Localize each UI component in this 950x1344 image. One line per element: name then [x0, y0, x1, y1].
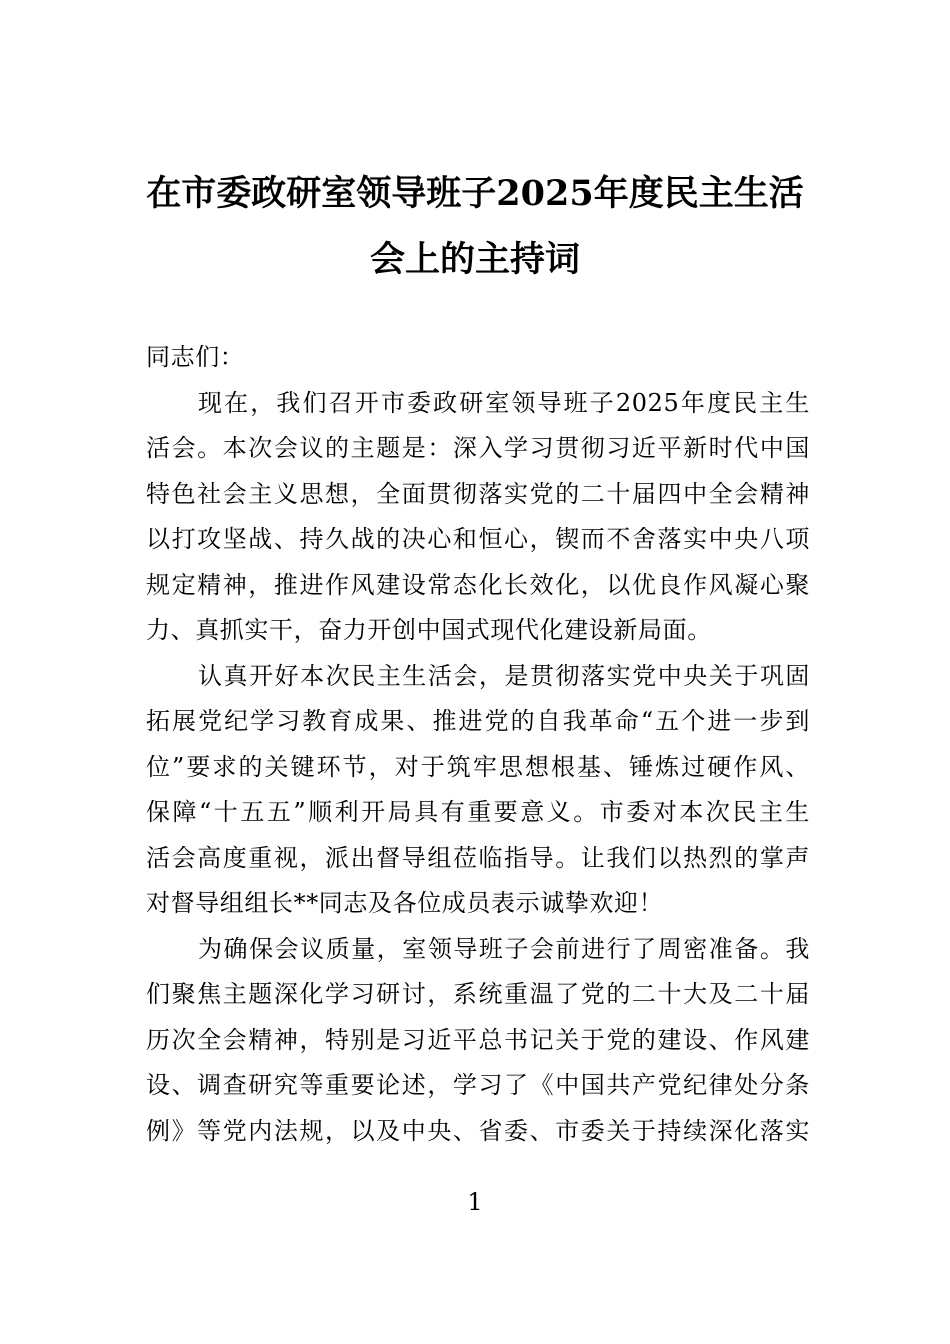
paragraph-1-line-6: 力、真抓实干，奋力开创中国式现代化建设新局面。	[146, 616, 712, 644]
paragraph-3-line-5: 例》等党内法规，以及中央、省委、市委关于持续深化落实	[146, 1116, 810, 1145]
document-title-line-1: 在市委政研室领导班子2025年度民主生活	[146, 173, 804, 214]
salutation: 同志们：	[146, 343, 245, 371]
paragraph-2-line-5: 活会高度重视，派出督导组莅临指导。让我们以热烈的掌声	[146, 843, 810, 872]
paragraph-2-line-4: 保障“十五五”顺利开局具有重要意义。市委对本次民主生	[146, 798, 810, 826]
paragraph-3-line-2: 们聚焦主题深化学习研讨，系统重温了党的二十大及二十届	[146, 980, 810, 1008]
paragraph-3-line-1: 为确保会议质量，室领导班子会前进行了周密准备。我	[198, 934, 810, 963]
paragraph-1-line-4: 以打攻坚战、持久战的决心和恒心，锲而不舍落实中央八项	[146, 525, 810, 553]
paragraph-2-line-2: 拓展党纪学习教育成果、推进党的自我革命“五个进一步到	[146, 707, 810, 735]
paragraph-3-line-3: 历次全会精神，特别是习近平总书记关于党的建设、作风建	[146, 1025, 810, 1054]
paragraph-1-line-1: 现在，我们召开市委政研室领导班子2025年度民主生	[198, 388, 810, 417]
paragraph-1-line-3: 特色社会主义思想，全面贯彻落实党的二十届四中全会精神	[146, 479, 810, 508]
document-title-line-2: 会上的主持词	[369, 239, 580, 280]
paragraph-3-line-4: 设、调查研究等重要论述，学习了《中国共产党纪律处分条	[146, 1071, 810, 1099]
paragraph-1-line-5: 规定精神，推进作风建设常态化长效化，以优良作风凝心聚	[146, 570, 810, 599]
paragraph-2-line-6: 对督导组组长**同志及各位成员表示诚挚欢迎！	[146, 889, 664, 917]
paragraph-2-line-3: 位”要求的关键环节，对于筑牢思想根基、锤炼过硬作风、	[146, 752, 810, 781]
document-body	[146, 335, 810, 1154]
page-number: 1	[467, 1188, 483, 1216]
paragraph-1-line-2: 活会。本次会议的主题是：深入学习贯彻习近平新时代中国	[146, 434, 810, 462]
paragraph-2-line-1: 认真开好本次民主生活会，是贯彻落实党中央关于巩固	[198, 661, 810, 690]
